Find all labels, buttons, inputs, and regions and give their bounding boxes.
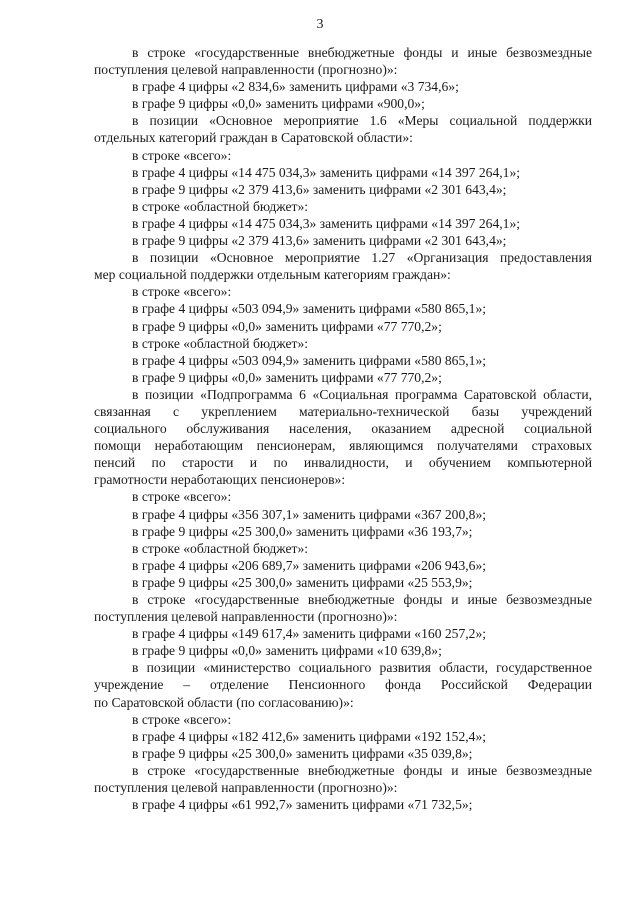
text-line: грамотности неработающих пенсионеров»: (94, 472, 346, 488)
text-line: в графе 4 цифры «503 094,9» заменить цифрами «580 865,1»; (132, 352, 487, 368)
text-line: в графе 4 цифры «14 475 034,3» заменить цифрами «14 397 264,1»; (132, 215, 521, 231)
text-line: в строке «областной бюджет»: (132, 540, 309, 556)
page-number: 3 (316, 17, 324, 32)
text-line: в графе 4 цифры «206 689,7» заменить цифрами «206 943,6»; (132, 557, 487, 573)
text-line: в строке «государственные внебюджетные фонды и иные безвозмездные (132, 592, 592, 607)
text-line: в графе 9 цифры «2 379 413,6» заменить цифрами «2 301 643,4»; (132, 181, 507, 197)
text-line: учреждение – отделение Пенсионного фонда Российской Федерации (94, 677, 592, 693)
text-line: поступления целевой направленности (прогнозно)»: (94, 780, 398, 796)
text-line: по Саратовской области (по согласованию)»: (94, 694, 354, 710)
text-line: социального обслуживания населения, оказанием адресной социальной (94, 421, 592, 437)
text-line: в строке «всего»: (132, 711, 232, 727)
text-line: в строке «всего»: (132, 147, 232, 163)
text-line: в графе 9 цифры «0,0» заменить цифрами «77 770,2»; (132, 369, 442, 385)
text-line: помощи неработающим пенсионерам, являющимся получателями страховых (94, 438, 592, 454)
text-line: в графе 4 цифры «61 992,7» заменить цифрами «71 732,5»; (132, 797, 473, 813)
text-line: в строке «государственные внебюджетные фонды и иные безвозмездные (132, 45, 592, 60)
text-line: в графе 4 цифры «2 834,6» заменить цифрами «3 734,6»; (132, 79, 459, 95)
text-line: в строке «государственные внебюджетные фонды и иные безвозмездные (132, 762, 592, 778)
text-line: в позиции «Основное мероприятие 1.27 «Организация предоставления (132, 250, 592, 266)
document-body (94, 44, 592, 813)
text-line: поступления целевой направленности (прогнозно)»: (94, 609, 398, 625)
text-line: в строке «областной бюджет»: (132, 198, 309, 214)
text-line: поступления целевой направленности (прогнозно)»: (94, 62, 398, 78)
text-line: в графе 4 цифры «182 412,6» заменить цифрами «192 152,4»; (132, 728, 487, 744)
text-line: связанная с укреплением материально-технической базы учреждений (94, 403, 592, 419)
text-line: в графе 9 цифры «25 300,0» заменить цифрами «36 193,7»; (132, 523, 473, 539)
text-line: в строке «всего»: (132, 284, 232, 300)
text-line: в строке «всего»: (132, 489, 232, 505)
text-line: в строке «областной бюджет»: (132, 335, 309, 351)
text-line: в позиции «Подпрограмма 6 «Социальная программа Саратовской области, (132, 386, 592, 402)
text-line: в графе 4 цифры «503 094,9» заменить цифрами «580 865,1»; (132, 301, 487, 317)
text-line: пенсий по старости и по инвалидности, и обучением компьютерной (94, 455, 592, 471)
text-line: в графе 9 цифры «2 379 413,6» заменить цифрами «2 301 643,4»; (132, 233, 507, 249)
text-line: в позиции «Основное мероприятие 1.6 «Меры социальной поддержки (132, 113, 592, 129)
text-line: в графе 4 цифры «356 307,1» заменить цифрами «367 200,8»; (132, 506, 487, 522)
text-line: в графе 9 цифры «25 300,0» заменить цифрами «35 039,8»; (132, 745, 473, 761)
text-line: в графе 9 цифры «0,0» заменить цифрами «900,0»; (132, 96, 425, 112)
text-line: мер социальной поддержки отдельным категориям граждан»: (94, 267, 451, 283)
text-line: в графе 9 цифры «0,0» заменить цифрами «10 639,8»; (132, 643, 442, 659)
text-line: в графе 4 цифры «14 475 034,3» заменить цифрами «14 397 264,1»; (132, 164, 521, 180)
text-line: в графе 4 цифры «149 617,4» заменить цифрами «160 257,2»; (132, 626, 487, 642)
text-line: отдельных категорий граждан в Саратовской области»: (94, 130, 413, 146)
text-line: в графе 9 цифры «25 300,0» заменить цифрами «25 553,9»; (132, 574, 473, 590)
text-line: в графе 9 цифры «0,0» заменить цифрами «77 770,2»; (132, 318, 442, 334)
text-line: в позиции «министерство социального развития области, государственное (132, 660, 592, 676)
